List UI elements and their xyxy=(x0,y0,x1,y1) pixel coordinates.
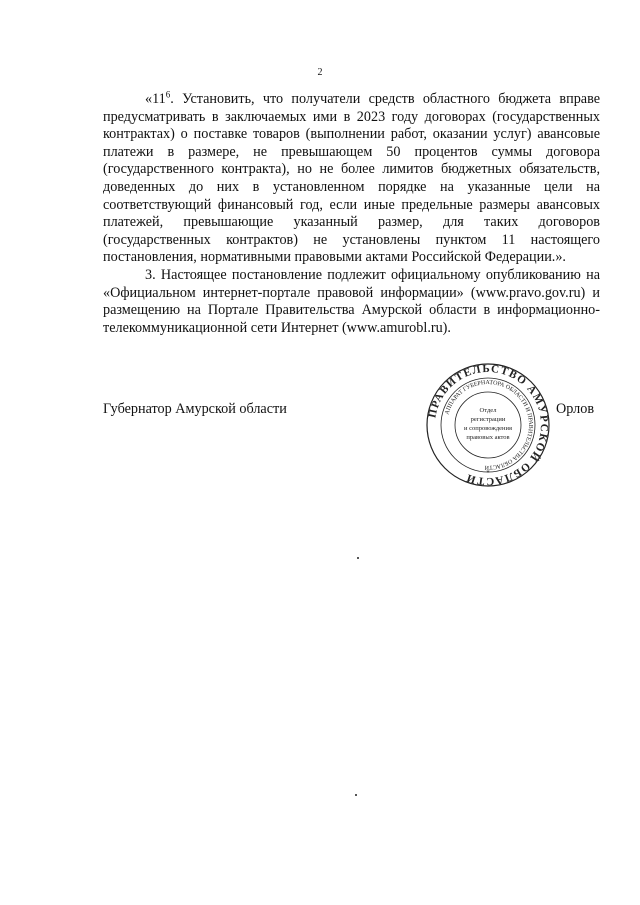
paragraph-text: . Установить, что получатели средств областного бюджета вправе предусматривать в заключаемых ими в 2023 году договорах (государственных контрактах) о поставке товаров (выполнении работ, оказании услуг) авансовые платежи в размере, не превышающем 50 процентов суммы договора (государственного контракта), но не более лимитов бюджетных обязательств, доведенных до них в установленном порядке на указанные цели на соответствующий финансовый год, если иные предельные размеры авансовых платежей, превышающие указанный размер, для таких договоров (государственных контрактов) не установлены пунктом 11 настоящего постановления, нормативными правовыми актами Российской Федерации.». xyxy=(103,91,600,266)
paragraph-amendment xyxy=(103,91,600,267)
page-number: 2 xyxy=(317,67,323,78)
signature-name: Орлов xyxy=(556,401,595,417)
scan-speck xyxy=(357,557,359,559)
seal-star-icon: * xyxy=(486,469,490,477)
seal-center-line-1: Отдел xyxy=(479,407,497,414)
paragraph-lead: «11 xyxy=(145,91,166,107)
signature-title: Губернатор Амурской области xyxy=(103,401,287,417)
seal-outer-text: ПРАВИТЕЛЬСТВО АМУРСКОЙ ОБЛАСТИ xyxy=(426,362,551,488)
seal-inner-text: АППАРАТ ГУБЕРНАТОРА ОБЛАСТИ И ПРАВИТЕЛЬСТВА ОБЛАСТИ xyxy=(444,379,534,471)
seal-center-line-2: регистрации xyxy=(470,416,506,423)
seal-center-line-4: правовых актов xyxy=(466,434,510,441)
document-body xyxy=(103,91,600,337)
paragraph-superscript: 6 xyxy=(165,89,171,100)
scan-speck xyxy=(355,794,357,796)
paragraph-publication: 3. Настоящее постановление подлежит официальному опубликованию на «Официальном интернет-портале правовой информации» (www.pravo.gov.ru) и размещению на Портале Правительства Амурской области в информационно-телекоммуникационной сети Интернет (www.amurobl.ru). xyxy=(103,266,600,336)
official-seal xyxy=(425,362,551,488)
seal-center-line-3: и сопровождения xyxy=(464,425,512,432)
